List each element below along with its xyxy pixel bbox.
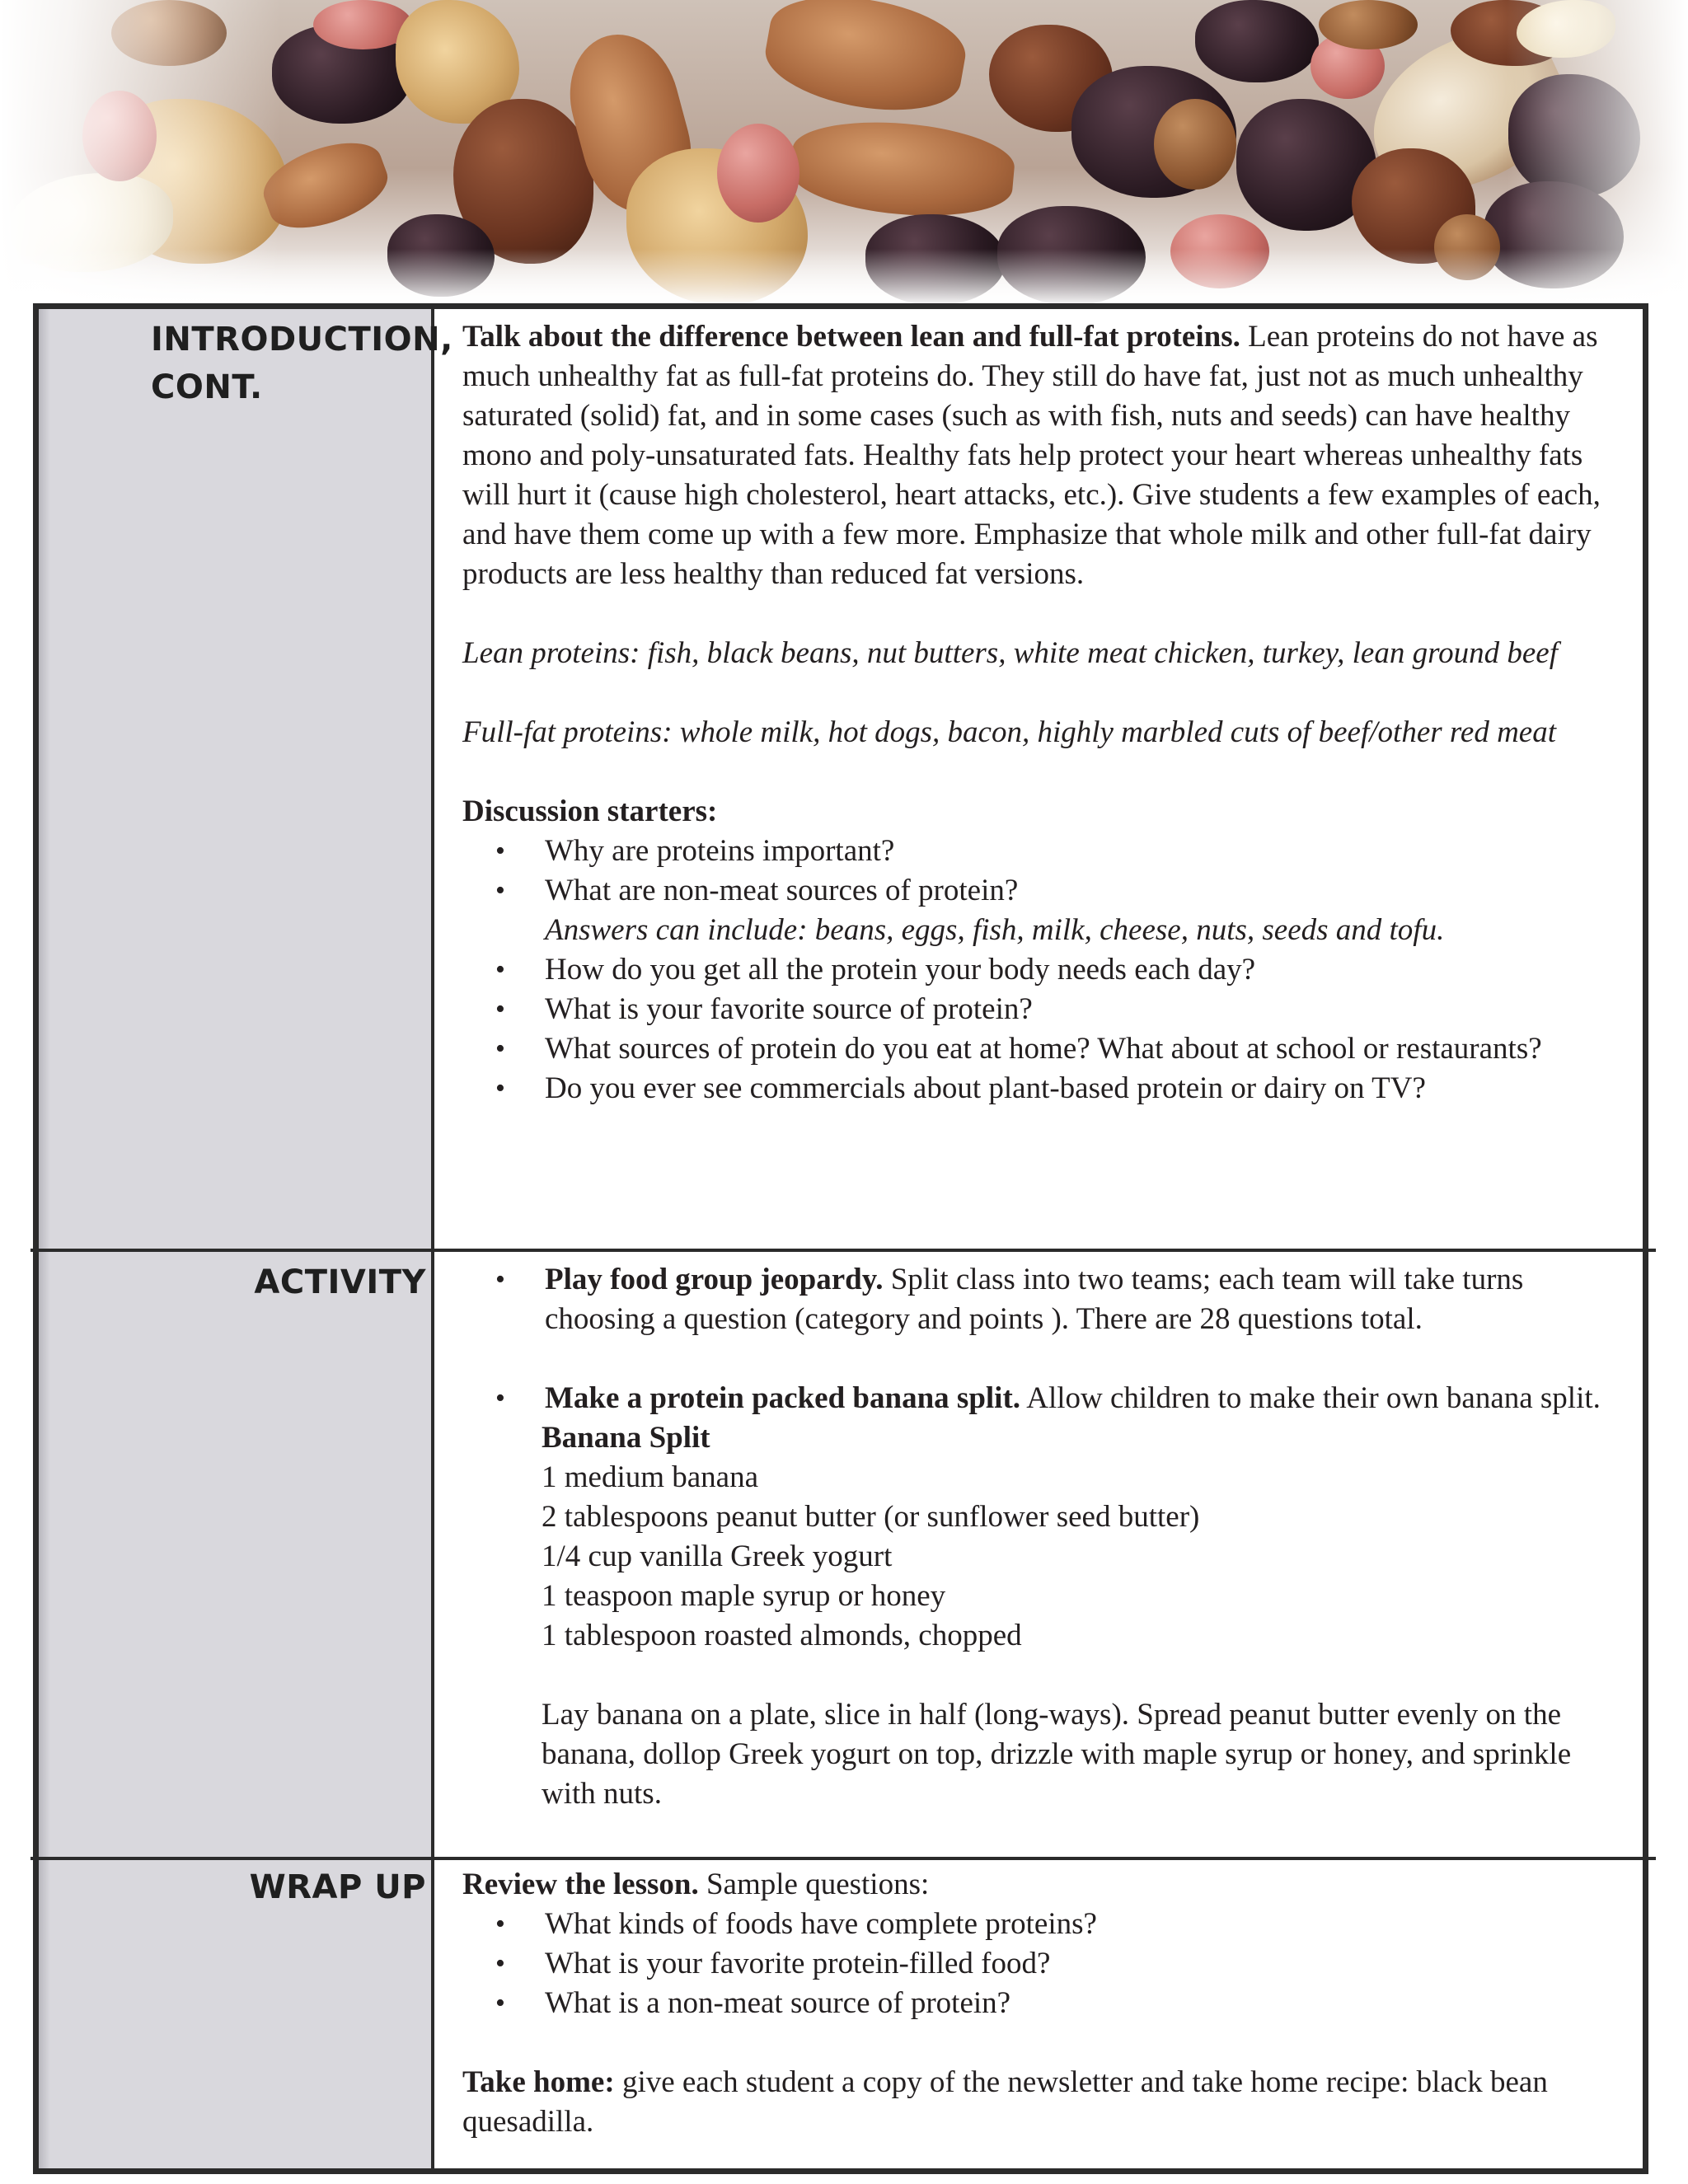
- almond-shape: [788, 114, 1018, 223]
- introduction-paragraph: Talk about the difference between lean and full-fat proteins. Lean proteins do not have as much unhealthy fat as full-fat proteins do. They still do have fat, just not as much unhealthy saturated (solid) fat, and in some cases (such as with fish, nuts and seeds) can have healthy mono and poly-unsaturated fats. Healthy fats help protect your heart whereas unhealthy fats will hurt it (cause high cholesterol, heart attacks, etc.). Give students a few examples of each, and have them come up with a few more. Emphasize that whole milk and other full-fat dairy products are less healthy than reduced fat versions.: [462, 320, 1601, 591]
- introduction-content: [462, 317, 1633, 1108]
- list-item: • What are non-meat sources of protein? Answers can include: beans, eggs, fish, milk, cheese, nuts, seeds and tofu.: [462, 871, 1633, 950]
- lesson-table: [33, 303, 1648, 2174]
- ingredient: 1 teaspoon maple syrup or honey: [542, 1579, 946, 1613]
- ingredient: 1 medium banana: [542, 1460, 759, 1494]
- ingredient: 1 tablespoon roasted almonds, chopped: [542, 1619, 1022, 1652]
- list-item: • What is a non-meat source of protein?: [462, 1984, 1633, 2023]
- recipe-title: Banana Split: [542, 1421, 710, 1455]
- section-label-introduction: INTRODUCTION, CONT.: [151, 321, 453, 406]
- hazelnut-shape: [1154, 99, 1236, 190]
- almond-shape: [759, 0, 973, 124]
- review-questions-list: [462, 1905, 1633, 2023]
- list-item: • What is your favorite protein-filled food?: [462, 1944, 1633, 1984]
- ingredient: 1/4 cup vanilla Greek yogurt: [542, 1540, 893, 1573]
- section-label-wrap-up: WRAP UP: [249, 1868, 426, 1906]
- list-item: • How do you get all the protein your body needs each day?: [462, 950, 1633, 990]
- lean-proteins-examples: Lean proteins: fish, black beans, nut butters, white meat chicken, turkey, lean ground beef: [462, 636, 1559, 670]
- list-item: • Why are proteins important?: [462, 832, 1633, 871]
- recipe: [462, 1418, 1633, 1814]
- section-label-activity: ACTIVITY: [254, 1263, 426, 1301]
- discussion-heading: Discussion starters:: [462, 794, 718, 828]
- full-fat-proteins-examples: Full-fat proteins: whole milk, hot dogs, bacon, highly marbled cuts of beef/other red meat: [462, 715, 1557, 749]
- review-line: Review the lesson. Sample questions:: [462, 1868, 930, 1901]
- take-home-line: Take home: give each student a copy of the newsletter and take home recipe: black bean quesadilla.: [462, 2065, 1548, 2139]
- row-divider: [30, 1249, 1656, 1252]
- hazelnut-shape: [1319, 0, 1418, 49]
- row-divider: [30, 1857, 1656, 1860]
- raisin-shape: [1195, 0, 1319, 82]
- discussion-list: [462, 832, 1633, 1108]
- list-item: • What sources of protein do you eat at home? What about at school or restaurants?: [462, 1029, 1633, 1069]
- list-item: • Make a protein packed banana split. Allow children to make their own banana split.: [462, 1379, 1633, 1418]
- ingredient: 2 tablespoons peanut butter (or sunflower seed butter): [542, 1500, 1200, 1534]
- list-item: • What kinds of foods have complete proteins?: [462, 1905, 1633, 1944]
- recipe-directions: Lay banana on a plate, slice in half (long-ways). Spread peanut butter evenly on the banana, dollop Greek yogurt on top, drizzle with maple syrup or honey, and sprinkle with nuts.: [542, 1698, 1572, 1811]
- activity-list: [462, 1260, 1633, 1339]
- list-item: • What is your favorite source of protein?: [462, 990, 1633, 1029]
- activity-content: [462, 1260, 1633, 1814]
- peanut-shape: [717, 124, 799, 223]
- list-item: • Do you ever see commercials about plant-based protein or dairy on TV?: [462, 1069, 1633, 1108]
- header-photo: [0, 0, 1688, 307]
- wrap-up-content: [462, 1865, 1633, 2142]
- list-item: • Play food group jeopardy. Split class into two teams; each team will take turns choosing a question (category and points ). There are 28 questions total.: [462, 1260, 1633, 1339]
